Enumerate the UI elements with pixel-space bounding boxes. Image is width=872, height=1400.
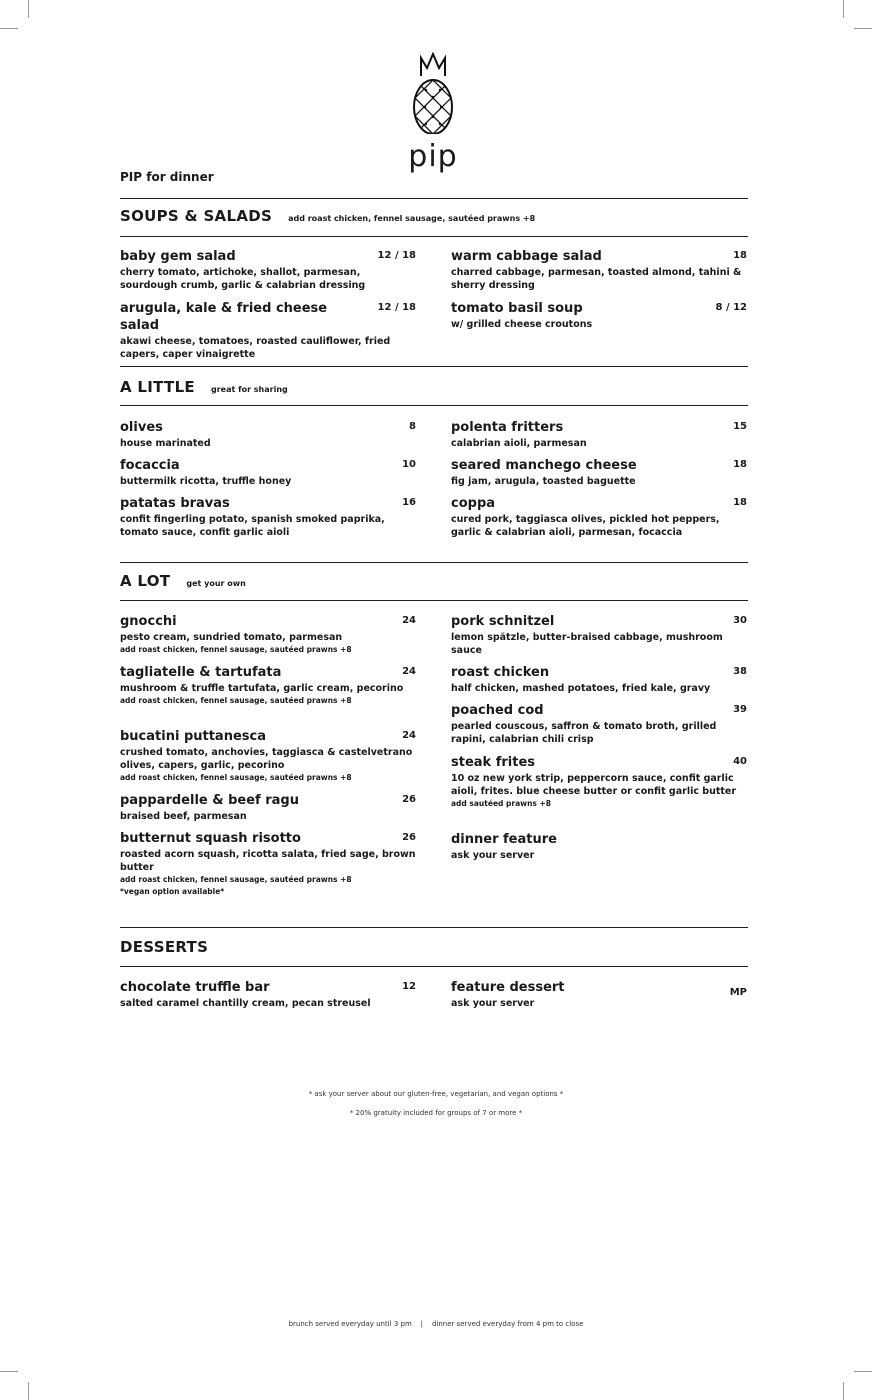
item-price: 10	[402, 459, 416, 470]
item-note: add roast chicken, fennel sausage, sautéed prawns +8	[120, 696, 352, 705]
menu-item	[451, 664, 747, 695]
pineapple-icon	[405, 52, 465, 134]
menu-item	[120, 664, 416, 707]
crop-mark	[854, 28, 872, 29]
item-price: 40	[733, 756, 747, 767]
section-rule	[120, 966, 748, 967]
item-description: calabrian aioli, parmesan	[451, 438, 587, 449]
section-rule	[120, 562, 748, 563]
menu-item	[451, 979, 747, 1010]
item-description: braised beef, parmesan	[120, 811, 247, 822]
item-price: MP	[729, 987, 747, 998]
item-price: 18	[733, 497, 747, 508]
item-description: w/ grilled cheese croutons	[451, 319, 593, 330]
section-note: get your own	[186, 579, 246, 588]
item-name: patatas bravas	[120, 496, 230, 511]
item-price: 18	[733, 250, 747, 261]
menu-item	[120, 419, 416, 450]
item-description: 10 oz new york strip, peppercorn sauce, confit garlic aioli, frites. blue cheese butter or confit garlic butter	[451, 773, 737, 797]
section-rule	[120, 927, 748, 928]
menu-item	[120, 613, 416, 656]
menu-item	[120, 300, 416, 361]
crop-mark	[843, 1382, 844, 1400]
menu-item	[120, 248, 416, 292]
section-rule	[120, 405, 748, 406]
section-header-soups	[120, 207, 535, 225]
menu-item	[451, 300, 747, 331]
section-note: great for sharing	[210, 385, 288, 394]
menu-item	[120, 495, 416, 539]
item-name: chocolate truffle bar	[120, 980, 270, 995]
menu-item	[451, 831, 747, 862]
menu-item	[451, 419, 747, 450]
item-price: 18	[733, 459, 747, 470]
menu-item	[120, 792, 416, 823]
menu-item	[451, 702, 747, 746]
item-price: 38	[733, 666, 747, 677]
item-description: fig jam, arugula, toasted baguette	[451, 476, 636, 487]
item-note: add roast chicken, fennel sausage, sautéed prawns +8	[120, 773, 352, 782]
menu-item	[120, 457, 416, 488]
item-price: 8 / 12	[715, 302, 747, 313]
item-description: pearled couscous, saffron & tomato broth, grilled rapini, calabrian chili crisp	[451, 721, 717, 745]
menu-item	[120, 830, 416, 898]
item-price: 26	[402, 794, 416, 805]
section-rule	[120, 366, 748, 367]
item-price: 24	[402, 666, 416, 677]
item-name: feature dessert	[451, 980, 565, 995]
item-description: mushroom & truffle tartufata, garlic cream, pecorino	[120, 683, 404, 694]
dietary-note: * ask your server about our gluten-free, vegetarian, and vegan options *	[308, 1090, 564, 1098]
menu-item	[451, 495, 747, 539]
item-name: warm cabbage salad	[451, 249, 602, 264]
item-description: house marinated	[120, 438, 211, 449]
item-description: cured pork, taggiasca olives, pickled hot peppers, garlic & calabrian aioli, parmesan, focaccia	[451, 514, 720, 538]
item-name: butternut squash risotto	[120, 831, 301, 846]
menu-item	[120, 728, 416, 784]
item-description: cherry tomato, artichoke, shallot, parmesan, sourdough crumb, garlic & calabrian dressing	[120, 267, 366, 291]
crop-mark	[28, 0, 29, 18]
item-name: steak frites	[451, 755, 536, 770]
item-note: add sautéed prawns +8	[451, 799, 551, 808]
page-title: PIP for dinner	[120, 170, 214, 184]
section-header-desserts	[120, 938, 208, 956]
item-name: dinner feature	[451, 832, 557, 847]
item-description: crushed tomato, anchovies, taggiasca & castelvetrano olives, capers, garlic, pecorino	[120, 747, 413, 771]
section-header-lot	[120, 572, 246, 590]
item-description: roasted acorn squash, ricotta salata, fried sage, brown butter	[120, 849, 416, 873]
item-name: roast chicken	[451, 665, 550, 680]
item-name: poached cod	[451, 703, 544, 718]
item-description: half chicken, mashed potatoes, fried kale, gravy	[451, 683, 711, 694]
item-price: 24	[402, 615, 416, 626]
item-description: akawi cheese, tomatoes, roasted cauliflower, fried capers, caper vinaigrette	[120, 336, 391, 360]
menu-item	[451, 613, 747, 657]
section-title: SOUPS & SALADS	[120, 207, 273, 225]
item-description: confit fingerling potato, spanish smoked paprika, tomato sauce, confit garlic aioli	[120, 514, 385, 538]
item-price: 12 / 18	[377, 250, 416, 261]
item-note: add roast chicken, fennel sausage, sautéed prawns +8	[120, 645, 352, 654]
section-title: DESSERTS	[120, 938, 209, 956]
menu-item	[451, 754, 747, 810]
item-description: ask your server	[451, 850, 535, 861]
item-name: baby gem salad	[120, 249, 236, 264]
item-description: buttermilk ricotta, truffle honey	[120, 476, 292, 487]
item-price: 15	[733, 421, 747, 432]
item-name: polenta fritters	[451, 420, 564, 435]
section-rule	[120, 236, 748, 237]
crop-mark	[28, 1382, 29, 1400]
service-hours: brunch served everyday until 3 pm | dinner served everyday from 4 pm to close	[288, 1320, 584, 1328]
section-title: A LOT	[120, 572, 171, 590]
item-price: 16	[402, 497, 416, 508]
menu-item	[120, 979, 416, 1010]
section-rule	[120, 600, 748, 601]
item-name: pappardelle & beef ragu	[120, 793, 299, 808]
item-name: focaccia	[120, 458, 180, 473]
brand-wordmark: pip	[408, 139, 458, 174]
crop-mark	[0, 1371, 18, 1372]
crop-mark	[854, 1371, 872, 1372]
item-name: olives	[120, 420, 163, 435]
item-price: 30	[733, 615, 747, 626]
item-price: 12	[402, 981, 416, 992]
section-header-little	[120, 378, 288, 396]
section-title: A LITTLE	[120, 378, 195, 396]
section-rule	[120, 198, 748, 199]
gratuity-note: * 20% gratuity included for groups of 7 or more *	[349, 1109, 523, 1117]
item-name: pork schnitzel	[451, 614, 555, 629]
item-note: *vegan option available*	[120, 887, 225, 896]
item-name: bucatini puttanesca	[120, 729, 266, 744]
crop-mark	[0, 28, 18, 29]
menu-item	[451, 457, 747, 488]
item-description: salted caramel chantilly cream, pecan streusel	[120, 998, 371, 1009]
item-name: coppa	[451, 496, 496, 511]
section-note: add roast chicken, fennel sausage, sautéed prawns +8	[288, 214, 536, 223]
menu-item	[451, 248, 747, 292]
item-price: 39	[733, 704, 747, 715]
item-name: tagliatelle & tartufata	[120, 665, 282, 680]
item-name: gnocchi	[120, 614, 177, 629]
crop-mark	[843, 0, 844, 18]
item-name: arugula, kale & fried cheese salad	[120, 301, 328, 333]
item-price: 24	[402, 730, 416, 741]
item-description: charred cabbage, parmesan, toasted almond, tahini & sherry dressing	[451, 267, 742, 291]
item-description: ask your server	[451, 998, 535, 1009]
item-description: lemon spätzle, butter-braised cabbage, mushroom sauce	[451, 632, 723, 656]
item-price: 8	[409, 421, 416, 432]
pip-logo	[405, 52, 465, 178]
item-price: 26	[402, 832, 416, 843]
item-note: add roast chicken, fennel sausage, sautéed prawns +8	[120, 875, 352, 884]
item-name: seared manchego cheese	[451, 458, 637, 473]
item-name: tomato basil soup	[451, 301, 583, 316]
item-description: pesto cream, sundried tomato, parmesan	[120, 632, 343, 643]
item-price: 12 / 18	[377, 302, 416, 313]
